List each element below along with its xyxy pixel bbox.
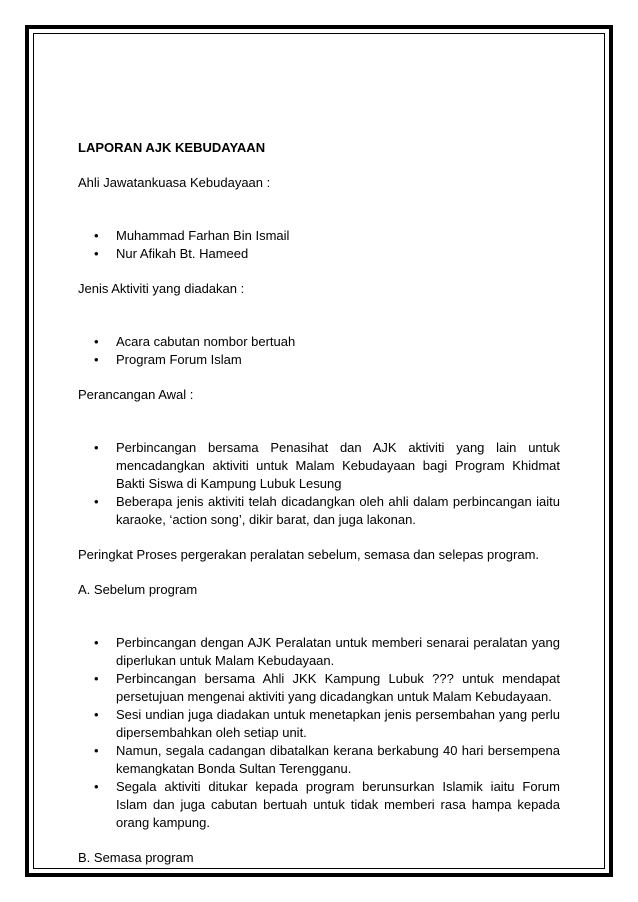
- bullet-icon: •: [94, 334, 99, 349]
- before-program-heading: A. Sebelum program: [78, 582, 198, 597]
- list-item: • Acara cabutan nombor bertuah: [94, 334, 296, 349]
- committee-label: Ahli Jawatankuasa Kebudayaan :: [78, 175, 271, 190]
- bullet-icon: •: [94, 635, 99, 650]
- bullet-icon: •: [94, 440, 99, 455]
- bullet-icon: •: [94, 707, 99, 722]
- list-item: • Perbincangan bersama Penasihat dan AJK aktiviti yang lain untuk mencadangkan aktiviti untuk Malam Kebudayaan bagi Program Khidmat Bakti Siswa di Kampung Lubuk Lesung: [94, 440, 560, 491]
- document-body: [78, 139, 560, 884]
- activities-label: Jenis Aktiviti yang diadakan :: [78, 281, 245, 296]
- list-item: • Muhammad Farhan Bin Ismail: [94, 228, 290, 243]
- committee-list: [78, 227, 560, 263]
- during-program-heading: B. Semasa program: [78, 850, 194, 865]
- before-program-list: [78, 634, 560, 832]
- bullet-icon: •: [94, 352, 99, 367]
- list-item: • Namun, segala cadangan dibatalkan kerana berkabung 40 hari bersempena kemangkatan Bonda Sultan Terengganu.: [94, 743, 560, 776]
- process-intro: Peringkat Proses pergerakan peralatan sebelum, semasa dan selepas program.: [78, 547, 540, 562]
- list-item: • Nur Afikah Bt. Hameed: [94, 246, 249, 261]
- list-item: • Beberapa jenis aktiviti telah dicadangkan oleh ahli dalam perbincangan iaitu karaoke, ‘action song’, dikir barat, dan juga lakonan.: [94, 494, 560, 527]
- bullet-icon: •: [94, 228, 99, 243]
- list-item: • Segala aktiviti ditukar kepada program berunsurkan Islamik iaitu Forum Islam dan juga cabutan bertuah untuk tidak memberi rasa hampa kepada orang kampung.: [94, 779, 560, 830]
- planning-list: [78, 439, 560, 529]
- document-title: LAPORAN AJK KEBUDAYAAN: [78, 140, 266, 155]
- bullet-icon: •: [94, 671, 99, 686]
- list-item: • Perbincangan dengan AJK Peralatan untuk memberi senarai peralatan yang diperlukan untuk Malam Kebudayaan.: [94, 635, 560, 668]
- list-item: • Sesi undian juga diadakan untuk menetapkan jenis persembahan yang perlu dipersembahkan oleh setiap unit.: [94, 707, 560, 740]
- bullet-icon: •: [94, 779, 99, 794]
- list-item: • Perbincangan bersama Ahli JKK Kampung Lubuk ??? untuk mendapat persetujuan mengenai aktiviti yang dicadangkan untuk Malam Kebudayaan.: [94, 671, 560, 704]
- planning-label: Perancangan Awal :: [78, 387, 194, 402]
- list-item: • Program Forum Islam: [94, 352, 242, 367]
- bullet-icon: •: [94, 246, 99, 261]
- bullet-icon: •: [94, 494, 99, 509]
- activities-list: [78, 333, 560, 369]
- bullet-icon: •: [94, 743, 99, 758]
